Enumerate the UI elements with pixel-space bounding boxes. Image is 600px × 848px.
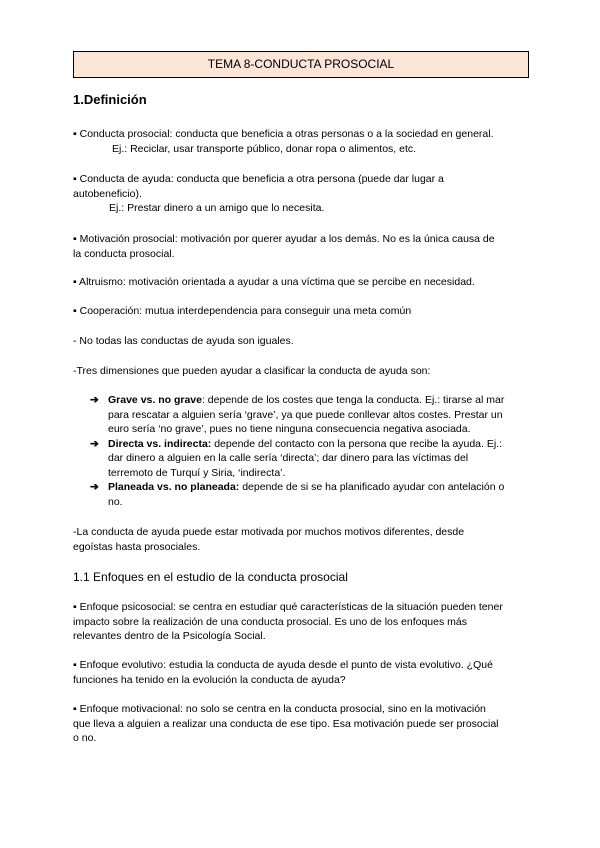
definition-cooperacion: ▪ Cooperación: mutua interdependencia para conseguir una meta común [73,305,412,317]
arrow-right-icon: ➔ [90,437,99,450]
enfoque-psicosocial [73,600,530,644]
definition-text: ▪ Conducta de ayuda: conducta que beneficia a otra persona (puede dar lugar a [73,173,444,185]
enfoque-evolutivo [73,658,530,687]
dimension-text: no. [108,495,123,508]
dimension-label: Directa vs. indirecta: [108,437,212,450]
note-tres-dimensiones: -Tres dimensiones que pueden ayudar a clasificar la conducta de ayuda son: [73,365,431,377]
note-motivos [73,525,530,554]
definition-conducta-prosocial [73,127,530,156]
dimension-text: depende de si se ha planificado ayudar con antelación o [239,481,505,493]
definition-text: ▪ Motivación prosocial: motivación por querer ayudar a los demás. No es la única causa de [73,233,495,245]
dimension-label: Planeada vs. no planeada: [108,481,240,493]
dimension-text: : depende de los costes que tenga la conducta. Ej.: tirarse al mar [201,394,505,406]
dimension-text: terremoto de Turquí y Siria, ‘indirecta’. [108,466,286,479]
title-box [73,51,529,78]
dimension-label: Grave vs. no grave [108,394,202,406]
definition-text: ▪ Conducta prosocial: conducta que beneficia a otras personas o a la sociedad en general. [73,128,494,140]
note-no-todas: - No todas las conductas de ayuda son iguales. [73,335,294,347]
note-text: -La conducta de ayuda puede estar motivada por muchos motivos diferentes, desde [73,526,465,538]
dimension-text: depende del contacto con la persona que recibe la ayuda. Ej.: [211,437,503,450]
enfoque-text: ▪ Enfoque motivacional: no solo se centra en la conducta prosocial, sino en la motivación [73,703,486,715]
enfoque-text: que lleva a alguien a realizar una conducta de ese tipo. Esa motivación puede ser prosocial [73,717,499,730]
example-text: Ej.: Reciclar, usar transporte público, donar ropa o alimentos, etc. [112,142,417,155]
definition-altruismo: ▪ Altruismo: motivación orientada a ayudar a una víctima que se percibe en necesidad. [73,276,475,288]
dimension-text: euro sería ‘no grave’, pues no tiene ninguna consecuencia negativa asociada. [108,423,471,435]
enfoque-text: ▪ Enfoque evolutivo: estudia la conducta de ayuda desde el punto de vista evolutivo. ¿Qué [73,659,493,671]
definition-motivacion-prosocial [73,232,530,261]
dimension-text: para rescatar a alguien sería ‘grave’, ya que puede conllevar altos costes. Prestar un [108,408,503,421]
definition-conducta-ayuda [73,172,530,216]
dimension-list [90,393,530,509]
arrow-right-icon: ➔ [90,481,99,493]
section-heading-enfoques: 1.1 Enfoques en el estudio de la conducta prosocial [73,570,348,584]
enfoque-text: o no. [73,732,97,744]
definition-text: la conducta prosocial. [73,247,175,260]
definition-text: autobeneficio). [73,187,142,200]
dimension-item [90,437,530,481]
example-text: Ej.: Prestar dinero a un amigo que lo necesita. [109,202,325,214]
enfoque-text: ▪ Enfoque psicosocial: se centra en estudiar qué características de la situación pueden tener [73,601,503,613]
note-text: egoístas hasta prosociales. [73,540,201,553]
enfoque-text: impacto sobre la realización de una conducta prosocial. Es uno de los enfoques más [73,615,467,628]
dimension-item [90,393,530,437]
enfoque-motivacional [73,702,530,746]
arrow-right-icon: ➔ [90,394,99,406]
document-title: TEMA 8-CONDUCTA PROSOCIAL [207,57,395,72]
dimension-item [90,480,530,509]
enfoque-text: relevantes dentro de la Psicología Social. [73,630,266,642]
enfoque-text: funciones ha tenido en la evolución la conducta de ayuda? [73,673,346,686]
dimension-text: dar dinero a alguien en la calle sería ‘directa’; dar dinero para las víctimas del [108,452,469,464]
section-heading-definicion: 1.Definición [73,92,147,107]
